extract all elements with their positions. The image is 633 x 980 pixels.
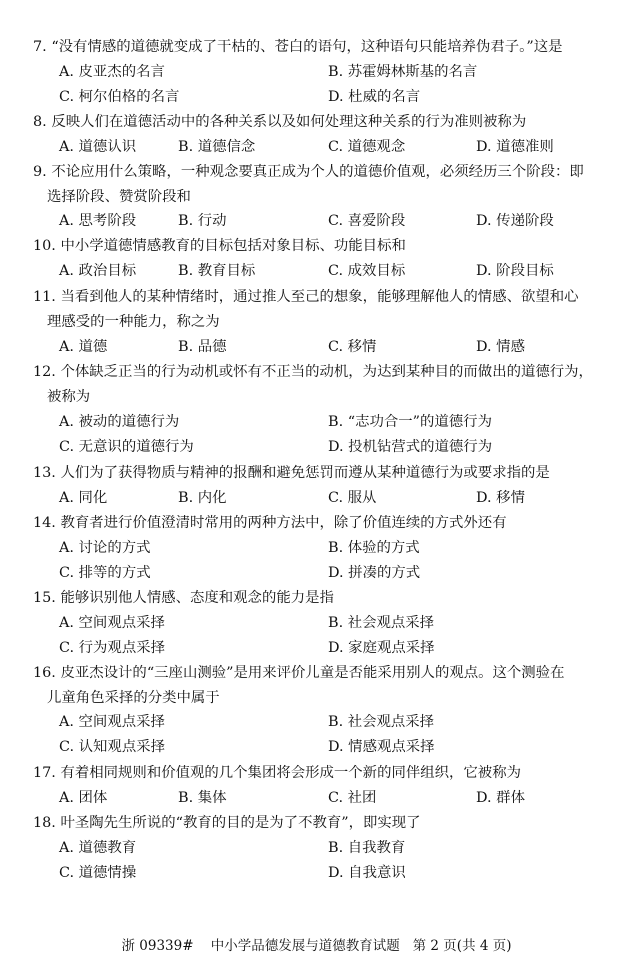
question-number: 13. [33,465,56,481]
answer-option: D. 拼凑的方式 [328,565,421,581]
answer-option: C. 排等的方式 [59,565,151,581]
answer-option: D. 阶段目标 [476,263,554,279]
question-stem-text: 个体缺乏正当的行为动机或怀有不正当的动机，为达到某种目的而做出的道德行为， [60,364,593,380]
answer-option: C. 行为观点采择 [59,640,165,656]
question-11-stem-line [47,312,611,332]
question-stem-text: 理感受的一种能力，称之为 [47,314,220,330]
question-13-stem-line [33,463,611,483]
question-stem-text: 反映人们在道德活动中的各种关系以及如何处理这种关系的行为准则被称为 [51,114,527,130]
question-stem-text: “没有情感的道德就变成了干枯的、苍白的语句，这种语句只能培养伪君子。”这是 [51,39,563,55]
answer-option: B. 体验的方式 [328,540,420,556]
answer-option: C. 道德观念 [328,139,406,155]
answer-option: D. 移情 [476,490,525,506]
answer-option: B. 品德 [178,339,227,355]
answer-option: D. 自我意识 [328,865,406,881]
answer-option: A. 被动的道德行为 [59,414,180,430]
answer-option: C. 成效目标 [328,263,406,279]
question-8-stem-line [33,112,611,132]
question-number: 8. [33,114,47,130]
answer-option: B. 苏霍姆林斯基的名言 [328,64,478,80]
question-number: 17. [33,765,56,781]
answer-option: A. 讨论的方式 [59,540,151,556]
answer-option: C. 无意识的道德行为 [59,439,194,455]
question-12-stem-line [47,387,611,407]
question-number: 7. [33,39,47,55]
question-10-stem-line [33,236,611,256]
question-number: 14. [33,515,56,531]
answer-option: D. 情感观点采择 [328,739,435,755]
answer-option: C. 社团 [328,790,377,806]
question-9-stem-line [33,162,611,182]
answer-option: B. 自我教育 [328,840,406,856]
answer-option: B. 社会观点采择 [328,714,435,730]
page-footer [0,937,633,955]
answer-option: A. 道德 [59,339,108,355]
answer-option: B. 教育目标 [178,263,256,279]
question-number: 18. [33,815,56,831]
answer-option: D. 道德准则 [476,139,554,155]
question-11-stem-line [33,287,611,307]
question-stem-text: 皮亚杰设计的“三座山测验”是用来评价儿童是否能采用别人的观点。这个测验在 [60,665,565,681]
question-12-stem-line [33,362,611,382]
answer-option: C. 移情 [328,339,377,355]
question-stem-text: 中小学道德情感教育的目标包括对象目标、功能目标和 [60,238,406,254]
answer-option: A. 政治目标 [59,263,137,279]
question-stem-text: 教育者进行价值澄清时常用的两种方法中，除了价值连续的方式外还有 [60,515,507,531]
answer-option: B. 社会观点采择 [328,615,435,631]
answer-option: C. 道德情操 [59,865,137,881]
answer-option: A. 团体 [59,790,108,806]
question-stem-text: 人们为了获得物质与精神的报酬和避免惩罚而遵从某种道德行为或要求指的是 [60,465,550,481]
answer-option: A. 空间观点采择 [59,615,165,631]
answer-option: D. 群体 [476,790,525,806]
question-stem-text: 不论应用什么策略，一种观念要真正成为个人的道德价值观，必须经历三个阶段：即 [51,164,584,180]
answer-option: B. 内化 [178,490,227,506]
answer-option: B. 行动 [178,213,227,229]
answer-option: C. 喜爱阶段 [328,213,406,229]
footer-page: 第 2 页(共 4 页) [412,938,512,954]
question-stem-text: 有着相同规则和价值观的几个集团将会形成一个新的同伴组织，它被称为 [60,765,521,781]
answer-option: B. “志功合一”的道德行为 [328,414,492,430]
question-14-stem-line [33,513,611,533]
answer-option: C. 认知观点采择 [59,739,165,755]
question-18-stem-line [33,813,611,833]
answer-option: B. 集体 [178,790,227,806]
question-stem-text: 选择阶段、赞赏阶段和 [47,189,191,205]
question-9-stem-line [47,187,611,207]
answer-option: A. 道德认识 [59,139,137,155]
answer-option: D. 投机钻营式的道德行为 [328,439,493,455]
answer-option: C. 柯尔伯格的名言 [59,89,180,105]
question-number: 11. [33,289,56,305]
question-number: 12. [33,364,56,380]
question-number: 9. [33,164,47,180]
question-16-stem-line [47,688,611,708]
question-15-stem-line [33,588,611,608]
answer-option: D. 家庭观点采择 [328,640,435,656]
question-stem-text: 被称为 [47,389,91,405]
question-stem-text: 当看到他人的某种情绪时，通过推人至己的想象，能够理解他人的情感、欲望和心 [60,289,579,305]
question-stem-text: 儿童角色采择的分类中属于 [47,690,220,706]
question-number: 15. [33,590,56,606]
question-stem-text: 叶圣陶先生所说的“教育的目的是为了不教育”，即实现了 [60,815,421,831]
answer-option: A. 空间观点采择 [59,714,165,730]
answer-option: D. 杜威的名言 [328,89,421,105]
footer-code: 浙 09339# [121,938,194,954]
question-16-stem-line [33,663,611,683]
answer-option: A. 道德教育 [59,840,137,856]
question-number: 16. [33,665,56,681]
answer-option: A. 皮亚杰的名言 [59,64,165,80]
question-17-stem-line [33,763,611,783]
answer-option: D. 情感 [476,339,525,355]
answer-option: B. 道德信念 [178,139,256,155]
question-number: 10. [33,238,56,254]
answer-option: D. 传递阶段 [476,213,554,229]
question-7-stem-line [33,37,611,57]
answer-option: A. 同化 [59,490,108,506]
question-stem-text: 能够识别他人情感、态度和观念的能力是指 [60,590,334,606]
footer-title: 中小学品德发展与道德教育试题 [210,938,400,954]
answer-option: C. 服从 [328,490,377,506]
answer-option: A. 思考阶段 [59,213,137,229]
